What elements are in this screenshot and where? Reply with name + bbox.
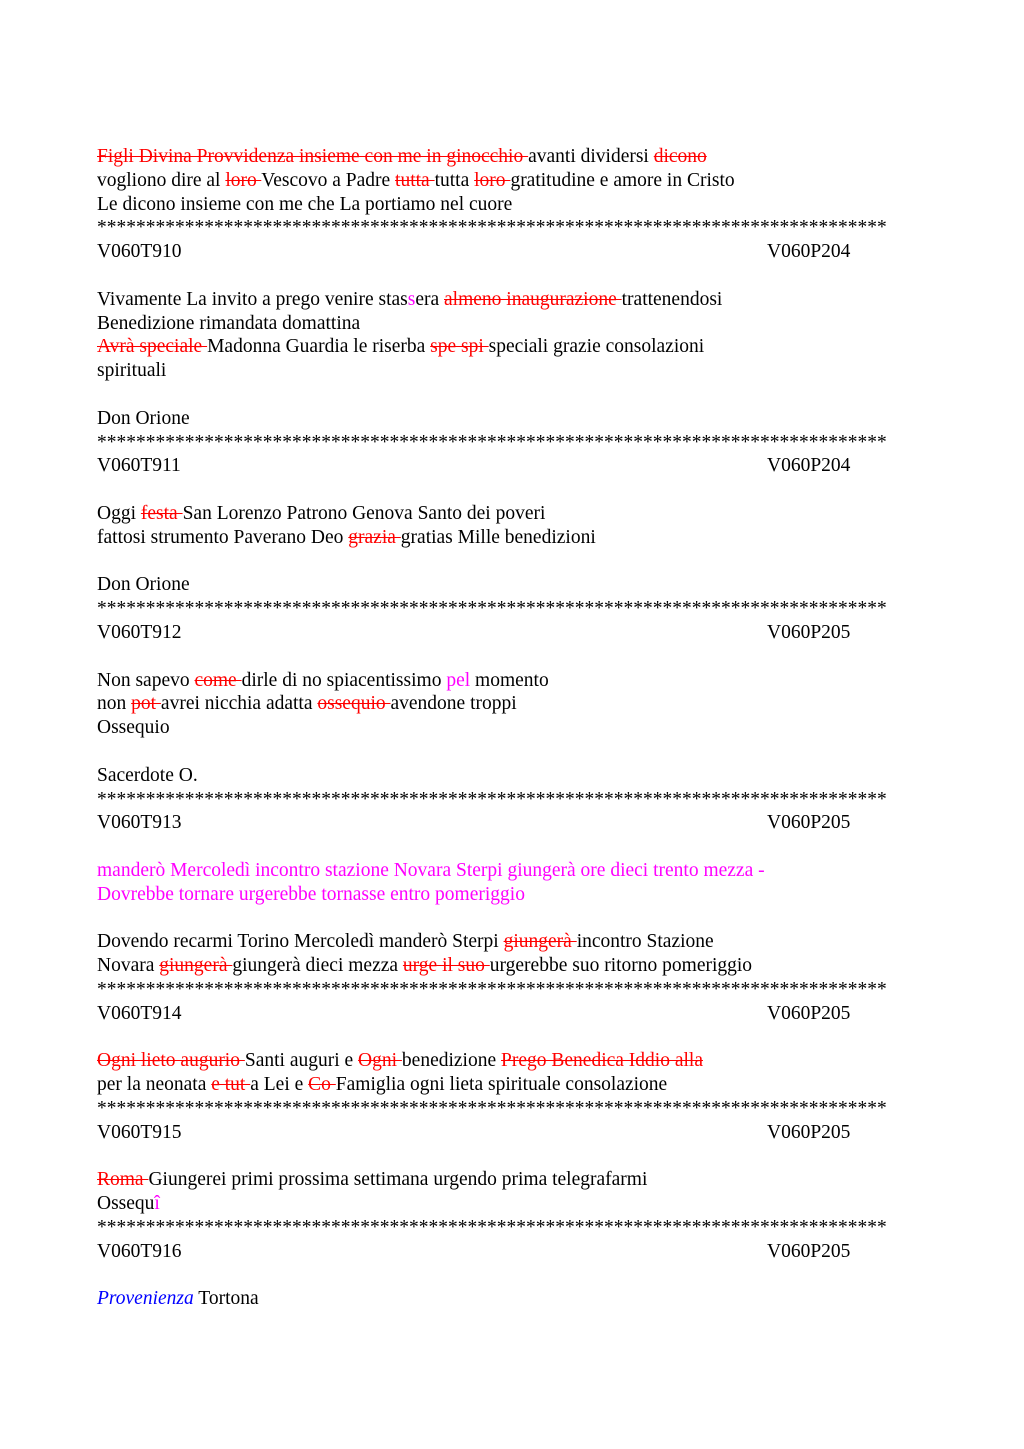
text-segment: Vescovo a Padre	[261, 169, 396, 191]
text-line	[97, 1073, 927, 1097]
provenance-label: Provenienza	[97, 1288, 194, 1310]
text-line	[97, 1049, 927, 1073]
text-line	[97, 169, 927, 193]
blank-line	[97, 550, 927, 574]
text-line	[97, 669, 927, 693]
text-segment: a Lei e	[250, 1074, 309, 1096]
deleted-text: festa	[140, 502, 183, 524]
inserted-text: Dovrebbe tornare urgerebbe tornasse entro pomeriggio	[97, 883, 525, 905]
separator-line: *********************************************************************************	[97, 431, 887, 453]
text-line	[97, 359, 927, 383]
deleted-text: giungerà	[159, 955, 233, 977]
blank-line	[97, 478, 927, 502]
blank-line	[97, 383, 927, 407]
text-segment: Santi auguri e	[244, 1050, 359, 1072]
text-line	[97, 1168, 927, 1192]
inserted-text: î	[154, 1193, 160, 1215]
entry-header	[97, 621, 927, 645]
telegram-entry	[97, 621, 927, 788]
text-segment: Ossequ	[97, 1193, 155, 1215]
text-line	[97, 573, 927, 597]
text-line	[97, 883, 927, 907]
text-segment: San Lorenzo Patrono Genova Santo dei poveri	[182, 502, 546, 524]
text-segment: incontro Stazione	[576, 931, 714, 953]
deleted-text: Ogni lieto augurio	[97, 1050, 245, 1072]
deleted-text: Figli Divina Provvidenza insieme con me in ginocchio	[97, 146, 529, 167]
text-segment: Dovendo recarmi Torino Mercoledì manderò Sterpi	[97, 931, 504, 953]
text-line	[97, 335, 927, 359]
text-segment: Non sapevo	[97, 669, 195, 691]
text-segment: Famiglia ogni lieta spirituale consolazione	[335, 1074, 668, 1096]
telegram-entry	[97, 240, 927, 430]
text-line	[97, 502, 927, 526]
deleted-text: Co	[308, 1074, 336, 1096]
text-line	[97, 1192, 927, 1216]
text-segment: momento	[470, 669, 549, 691]
text-segment: Madonna Guardia le riserba	[207, 336, 431, 358]
text-segment: non	[97, 693, 132, 715]
entry-page-ref: V060P205	[767, 1240, 851, 1262]
entry-code: V060T916	[97, 1240, 182, 1262]
deleted-text: grazia	[348, 526, 401, 548]
entry-code: V060T915	[97, 1121, 182, 1143]
text-line	[97, 692, 927, 716]
deleted-text: giungerà	[503, 931, 577, 953]
text-segment: dirle di no spiacentissimo	[241, 669, 447, 691]
inserted-text: manderò Mercoledì incontro stazione Novara Sterpi giungerà ore dieci trento mezza -	[97, 859, 765, 881]
entry-page-ref: V060P205	[767, 1002, 851, 1024]
text-line	[97, 764, 927, 788]
text-segment: vogliono dire al	[97, 169, 226, 191]
text-line	[97, 1287, 927, 1311]
entry-code: V060T911	[97, 455, 181, 477]
text-segment: per la neonata	[97, 1074, 212, 1096]
telegram-entry	[97, 454, 927, 597]
entry-header	[97, 1240, 927, 1264]
telegram-entry	[97, 811, 927, 978]
blank-line	[97, 645, 927, 669]
deleted-text: ossequio	[317, 693, 391, 715]
text-segment: Tortona	[193, 1288, 259, 1310]
text-segment: Sacerdote O.	[97, 764, 198, 786]
text-line	[97, 193, 927, 217]
entry-page-ref: V060P205	[767, 812, 851, 834]
text-segment: Giungerei primi prossima settimana urgendo prima telegrafarmi	[148, 1169, 648, 1191]
blank-line	[97, 1263, 927, 1287]
blank-line	[97, 1144, 927, 1168]
entry-header	[97, 811, 927, 835]
deleted-text: urge il suo	[402, 955, 490, 977]
text-line	[97, 288, 927, 312]
text-line	[97, 716, 927, 740]
text-segment: gratias Mille benedizioni	[400, 526, 596, 548]
entry-page-ref: V060P205	[767, 1121, 851, 1143]
deleted-text: e tut	[211, 1074, 251, 1096]
text-segment: gratitudine e amore in Cristo	[510, 169, 735, 191]
entry-code: V060T910	[97, 241, 182, 263]
telegram-entry	[97, 1240, 927, 1311]
text-segment: Le dicono insieme con me che La portiamo nel cuore	[97, 193, 513, 215]
entry-header	[97, 1121, 927, 1145]
text-segment: Oggi	[97, 502, 141, 524]
text-line	[97, 526, 927, 550]
intro-block	[97, 145, 927, 216]
text-segment: avrei nicchia adatta	[160, 693, 318, 715]
text-segment: giungerà dieci mezza	[232, 955, 403, 977]
separator-line: *********************************************************************************	[97, 1097, 887, 1119]
text-segment: era	[415, 288, 445, 310]
deleted-text: tutta	[395, 169, 435, 191]
blank-line	[97, 264, 927, 288]
separator-line: *********************************************************************************	[97, 217, 887, 239]
text-segment: tutta	[434, 169, 475, 191]
entry-page-ref: V060P205	[767, 621, 851, 643]
entry-header	[97, 454, 927, 478]
text-segment: Ossequio	[97, 717, 170, 739]
blank-line	[97, 907, 927, 931]
text-segment: trattenendosi	[621, 288, 723, 310]
separator-line: *********************************************************************************	[97, 1216, 887, 1238]
blank-line	[97, 835, 927, 859]
separator-line: *********************************************************************************	[97, 978, 887, 1000]
text-segment: avendone troppi	[390, 693, 517, 715]
text-segment: Don Orione	[97, 407, 190, 429]
text-segment: fattosi strumento Paverano Deo	[97, 526, 349, 548]
entry-code: V060T914	[97, 1002, 182, 1024]
telegram-entry	[97, 1002, 927, 1097]
blank-line	[97, 740, 927, 764]
inserted-text: pel	[446, 669, 471, 691]
text-segment: urgerebbe suo ritorno pomeriggio	[489, 955, 753, 977]
entry-header	[97, 240, 927, 264]
deleted-text: almeno inaugurazione	[444, 288, 622, 310]
deleted-text: spe spi	[430, 336, 489, 358]
deleted-text: loro	[225, 169, 262, 191]
text-line	[97, 930, 927, 954]
entry-code: V060T913	[97, 812, 182, 834]
text-segment: speciali grazie consolazioni	[488, 336, 705, 358]
text-line	[97, 312, 927, 336]
document-page	[97, 145, 927, 1311]
deleted-text: pot	[131, 693, 161, 715]
deleted-text: come	[194, 669, 242, 691]
text-line	[97, 859, 927, 883]
text-line	[97, 954, 927, 978]
text-line	[97, 407, 927, 431]
text-line	[97, 145, 927, 169]
separator-line: *********************************************************************************	[97, 788, 887, 810]
deleted-text: dicono	[653, 146, 707, 167]
text-segment: avanti dividersi	[528, 146, 654, 167]
deleted-text: Roma	[97, 1169, 149, 1191]
text-segment: Benedizione rimandata domattina	[97, 312, 361, 334]
entry-page-ref: V060P204	[767, 455, 851, 477]
separator-line: *********************************************************************************	[97, 598, 887, 620]
text-segment: Novara	[97, 955, 160, 977]
deleted-text: Ogni	[358, 1050, 402, 1072]
text-segment: Don Orione	[97, 574, 190, 596]
entry-header	[97, 1002, 927, 1026]
deleted-text: loro	[474, 169, 511, 191]
deleted-text: Prego Benedica Iddio alla	[501, 1050, 703, 1072]
entry-page-ref: V060P204	[767, 241, 851, 263]
telegram-entry	[97, 1121, 927, 1216]
blank-line	[97, 1025, 927, 1049]
text-segment: spirituali	[97, 360, 167, 382]
inserted-text: s	[407, 288, 416, 310]
entry-code: V060T912	[97, 621, 182, 643]
text-segment: benedizione	[401, 1050, 502, 1072]
text-segment: Vivamente La invito a prego venire stas	[97, 288, 408, 310]
deleted-text: Avrà speciale	[97, 336, 208, 358]
